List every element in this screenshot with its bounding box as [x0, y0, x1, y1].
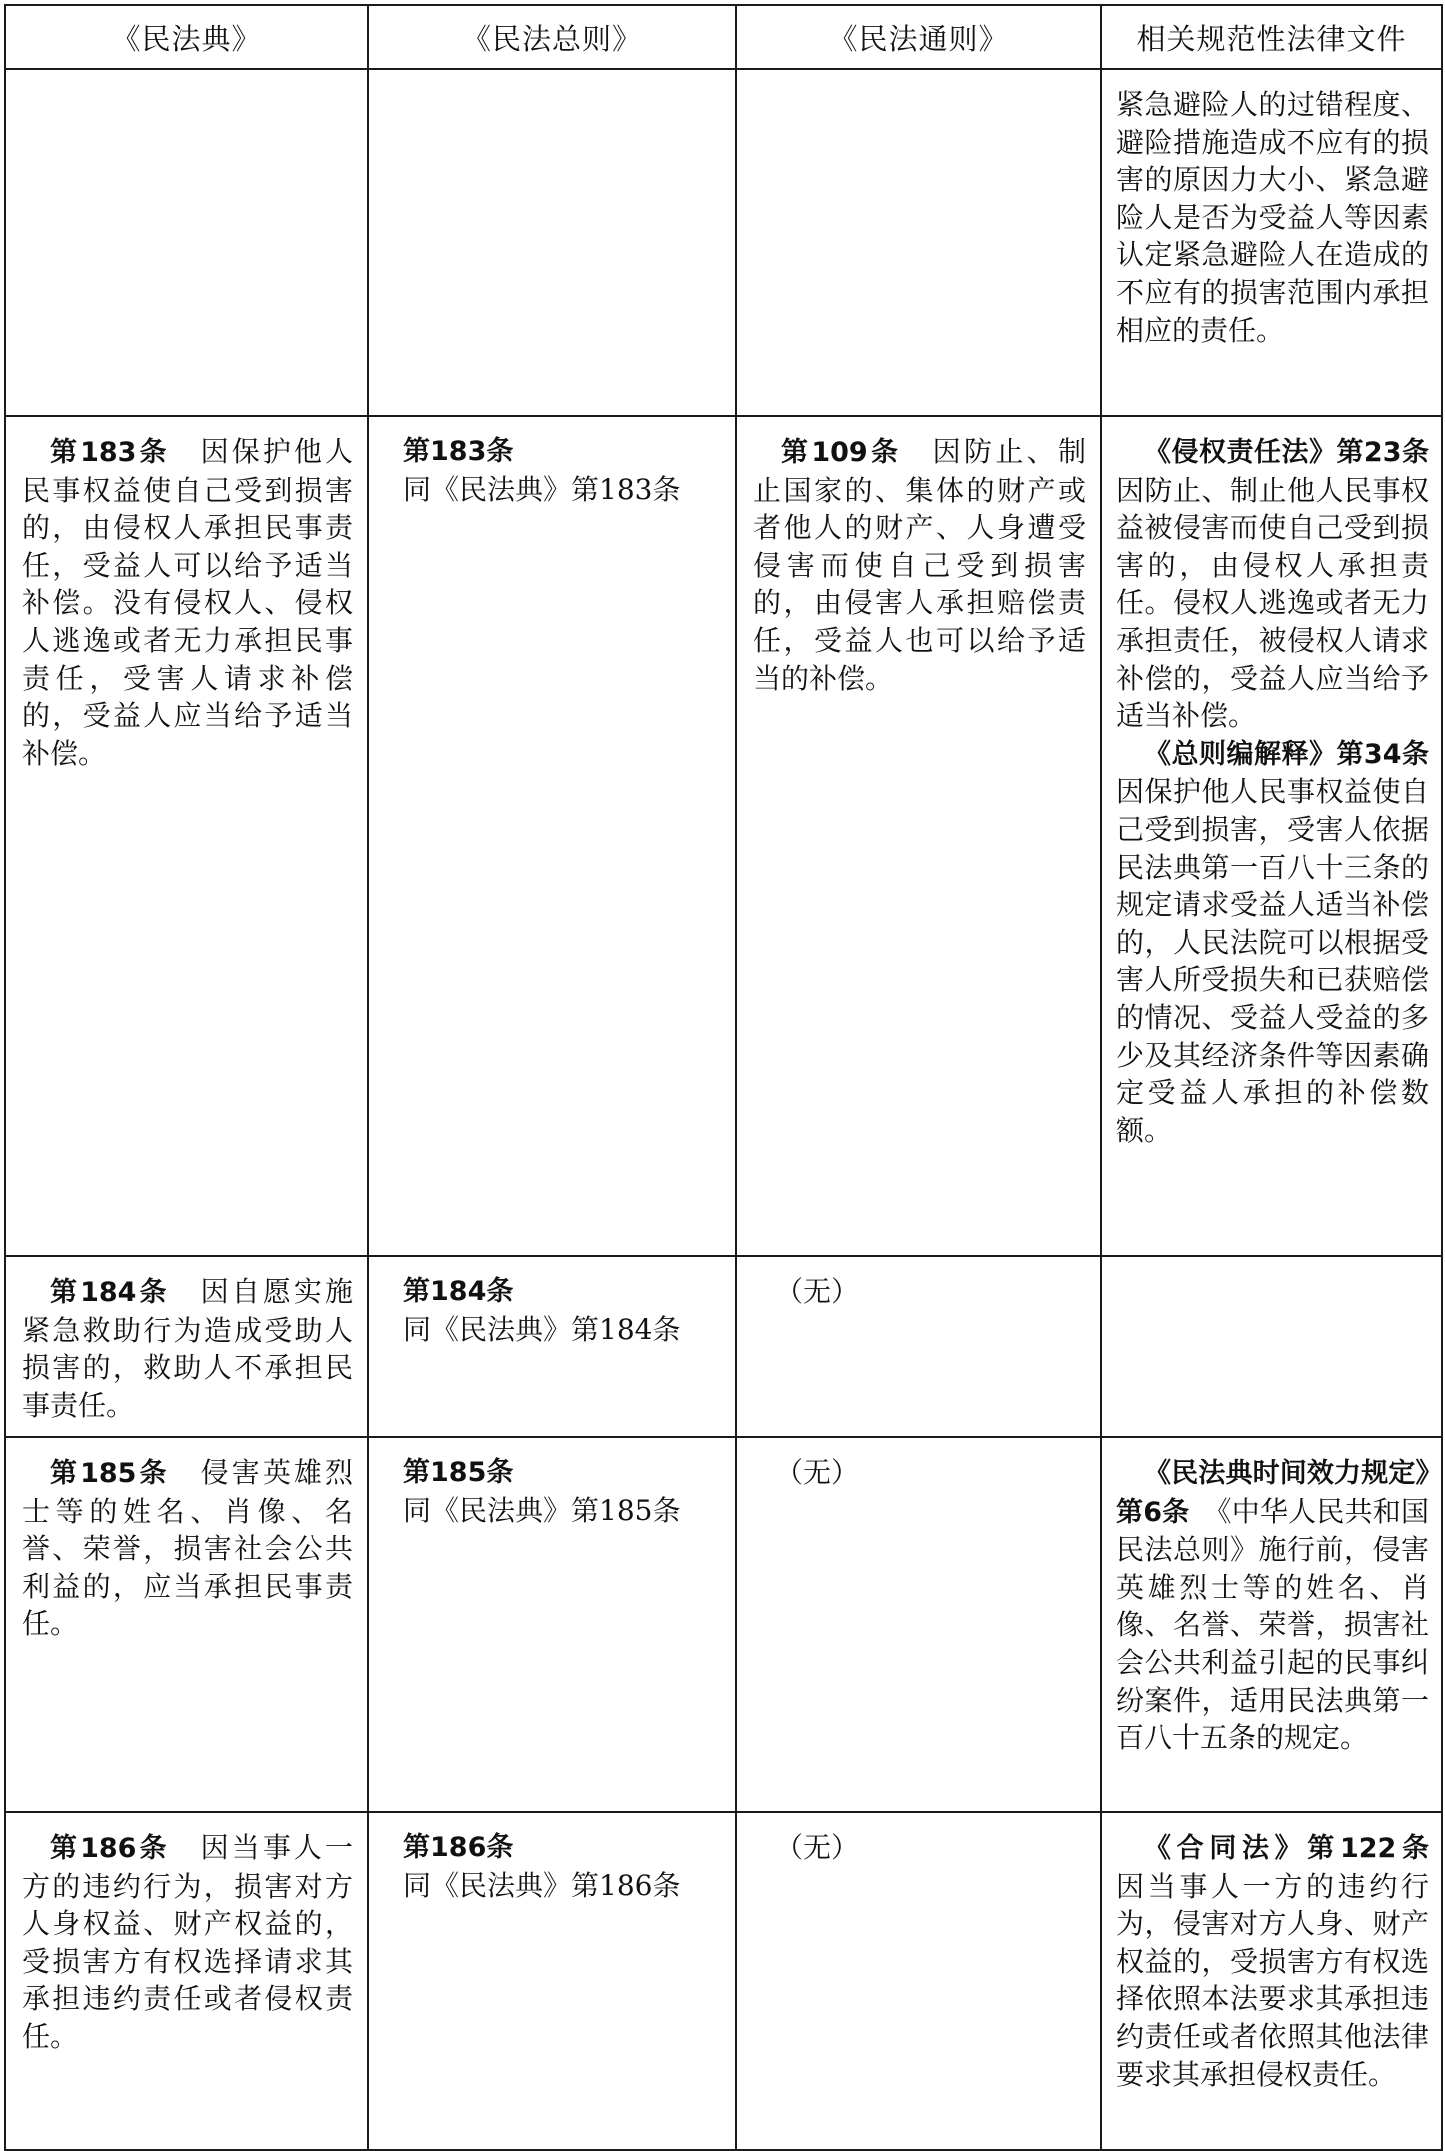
header-general-principles: 《民法通则》 — [736, 5, 1101, 69]
ref-article: 《民法典时间效力规定》第6条 — [1116, 1458, 1429, 1528]
ref-paragraph: 《侵权责任法》第23条 因防止、制止他人民事权益被侵害而使自己受到损害的，由侵权人承担责任。侵权人逃逸或者无力承担责任，被侵权人请求补偿的，受益人应当给予适当补偿。 — [1116, 437, 1429, 733]
cell-civil-code — [5, 1256, 368, 1437]
cell-general-principles — [736, 69, 1101, 416]
cell-general-provisions — [368, 1256, 736, 1437]
article-number: 第183条 — [50, 437, 170, 468]
article-number: 第185条 — [403, 1457, 514, 1488]
article-paragraph: 第186条 因当事人一方的违约行为，损害对方人身权益、财产权益的，受损害方有权选择请求其承担违约责任或者侵权责任。 — [22, 1831, 353, 2053]
none-mark: （无） — [775, 1275, 860, 1308]
table-row — [5, 69, 1442, 416]
cell-civil-code — [5, 69, 368, 416]
cell-general-principles — [736, 416, 1101, 1256]
none-mark: （无） — [775, 1456, 860, 1489]
ref-article: 《合同法》第122条 — [1144, 1833, 1429, 1864]
cell-civil-code — [5, 1437, 368, 1812]
article-number: 第184条 — [50, 1277, 170, 1308]
article-paragraph: 第185条 侵害英雄烈士等的姓名、肖像、名誉、荣誉，损害社会公共利益的，应当承担民事责任。 — [22, 1456, 353, 1641]
article-number: 第186条 — [403, 1832, 514, 1863]
cell-related-documents — [1101, 69, 1442, 416]
cell-related-documents — [1101, 1256, 1442, 1437]
cell-general-principles — [736, 1256, 1101, 1437]
header-civil-code: 《民法典》 — [5, 5, 368, 69]
header-related-documents: 相关规范性法律文件 — [1101, 5, 1442, 69]
same-as-note: 同《民法典》第184条 — [403, 1312, 681, 1346]
table-header-row — [5, 5, 1442, 69]
cell-general-principles — [736, 1812, 1101, 2150]
ref-paragraph: 紧急避险人的过错程度、避险措施造成不应有的损害的原因力大小、紧急避险人是否为受益人等因素认定紧急避险人在造成的不应有的损害范围内承担相应的责任。 — [1116, 88, 1429, 347]
cell-general-provisions — [368, 416, 736, 1256]
ref-paragraph: 《总则编解释》第34条 因保护他人民事权益使自己受到损害，受害人依据民法典第一百八十三条的规定请求受益人适当补偿的，人民法院可以根据受害人所受损失和已获赔偿的情况、受益人受益的多少及其经济条件等因素确定受益人承担的补偿数额。 — [1116, 738, 1429, 1147]
none-mark: （无） — [775, 1831, 860, 1864]
article-number: 第109条 — [781, 437, 902, 468]
cell-general-principles — [736, 1437, 1101, 1812]
cell-related-documents — [1101, 1812, 1442, 2150]
law-comparison-table — [4, 4, 1443, 2151]
cell-general-provisions — [368, 69, 736, 416]
article-number: 第185条 — [50, 1458, 170, 1489]
table-body — [5, 69, 1442, 2150]
article-number: 第186条 — [50, 1833, 170, 1864]
article-paragraph: 第109条 因防止、制止国家的、集体的财产或者他人的财产、人身遭受侵害而使自己受到损害的，由侵害人承担赔偿责任，受益人也可以给予适当的补偿。 — [753, 435, 1086, 695]
table-row — [5, 1256, 1442, 1437]
table-row — [5, 416, 1442, 1256]
article-paragraph: 第183条 因保护他人民事权益使自己受到损害的，由侵权人承担民事责任，受益人可以给予适当补偿。没有侵权人、侵权人逃逸或者无力承担民事责任，受害人请求补偿的，受益人应当给予适当补偿。 — [22, 435, 353, 770]
same-as-note: 同《民法典》第185条 — [403, 1493, 681, 1527]
ref-paragraph: 《民法典时间效力规定》第6条 《中华人民共和国民法总则》施行前，侵害英雄烈士等的姓名、肖像、名誉、荣誉，损害社会公共利益引起的民事纠纷案件，适用民法典第一百八十五条的规定。 — [1116, 1458, 1429, 1755]
cell-related-documents — [1101, 1437, 1442, 1812]
cell-general-provisions — [368, 1812, 736, 2150]
same-as-note: 同《民法典》第186条 — [403, 1868, 681, 1902]
article-paragraph: 第184条 因自愿实施紧急救助行为造成受助人损害的，救助人不承担民事责任。 — [22, 1275, 353, 1422]
table-row — [5, 1437, 1442, 1812]
cell-general-provisions — [368, 1437, 736, 1812]
cell-civil-code — [5, 1812, 368, 2150]
cell-related-documents — [1101, 416, 1442, 1256]
article-number: 第183条 — [403, 436, 514, 467]
article-number: 第184条 — [403, 1276, 514, 1307]
ref-article: 《总则编解释》第34条 — [1144, 738, 1429, 770]
ref-article: 《侵权责任法》第23条 — [1144, 437, 1429, 468]
cell-civil-code — [5, 416, 368, 1256]
ref-paragraph: 《合同法》第122条 因当事人一方的违约行为，侵害对方人身、财产权益的，受损害方有权选择依照本法要求其承担违约责任或者依照其他法律要求其承担侵权责任。 — [1116, 1833, 1429, 2091]
table-row — [5, 1812, 1442, 2150]
header-general-provisions: 《民法总则》 — [368, 5, 736, 69]
same-as-note: 同《民法典》第183条 — [403, 472, 681, 506]
